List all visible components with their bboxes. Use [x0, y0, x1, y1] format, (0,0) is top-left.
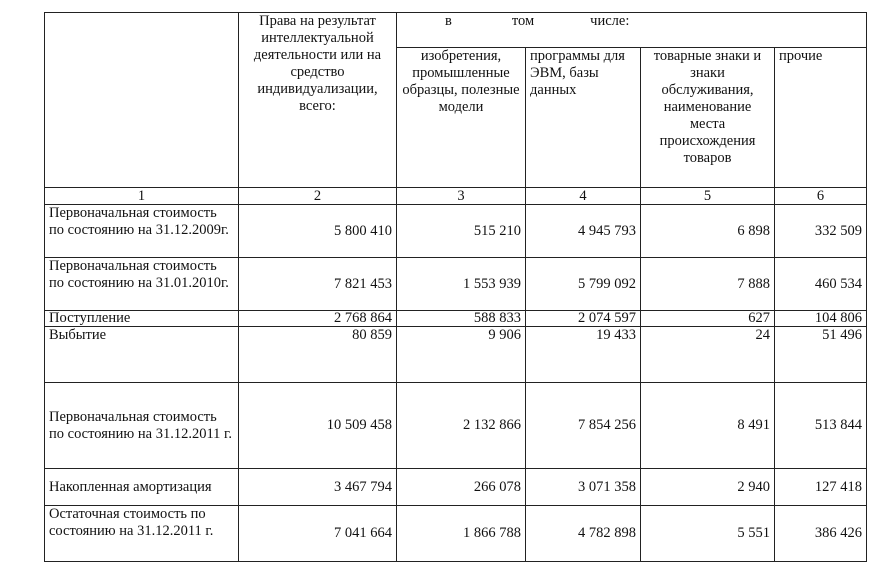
table-row — [45, 469, 867, 506]
header-total-rights: Права на результат интеллектуальной деятельности или на средство индивидуализации, всего: — [239, 13, 397, 188]
value-other: 513 844 — [775, 383, 867, 469]
table-row — [45, 506, 867, 562]
header-trademarks: товарные знаки и знаки обслуживания, наименование места происхождения товаров — [641, 48, 775, 188]
value-inventions: 515 210 — [397, 205, 526, 258]
value-software: 5 799 092 — [526, 258, 641, 311]
value-trademarks: 2 940 — [641, 469, 775, 506]
value-total: 7 041 664 — [239, 506, 397, 562]
column-number-6: 6 — [775, 188, 867, 205]
table-row — [45, 327, 867, 383]
value-software: 4 945 793 — [526, 205, 641, 258]
value-trademarks: 8 491 — [641, 383, 775, 469]
value-trademarks: 24 — [641, 327, 775, 383]
value-software: 7 854 256 — [526, 383, 641, 469]
value-other: 386 426 — [775, 506, 867, 562]
value-trademarks: 6 898 — [641, 205, 775, 258]
header-including — [397, 13, 867, 48]
header-software: программы для ЭВМ, базы данных — [526, 48, 641, 188]
value-total: 7 821 453 — [239, 258, 397, 311]
header-inventions: изобретения, промышленные образцы, полезные модели — [397, 48, 526, 188]
table-row — [45, 258, 867, 311]
row-label: Накопленная амортизация — [45, 469, 239, 506]
value-total: 5 800 410 — [239, 205, 397, 258]
column-number-2: 2 — [239, 188, 397, 205]
value-inventions: 1 866 788 — [397, 506, 526, 562]
value-total: 10 509 458 — [239, 383, 397, 469]
value-inventions: 266 078 — [397, 469, 526, 506]
value-total: 80 859 — [239, 327, 397, 383]
including-word-1: в — [445, 13, 452, 29]
table-row — [45, 311, 867, 327]
row-label: Первоначальная стоимость по состоянию на 31.01.2010г. — [45, 258, 239, 311]
row-label: Поступление — [45, 311, 239, 327]
value-inventions: 1 553 939 — [397, 258, 526, 311]
header-other: прочие — [775, 48, 867, 188]
value-other: 51 496 — [775, 327, 867, 383]
value-trademarks: 627 — [641, 311, 775, 327]
column-number-5: 5 — [641, 188, 775, 205]
value-total: 2 768 864 — [239, 311, 397, 327]
value-trademarks: 5 551 — [641, 506, 775, 562]
row-label: Выбытие — [45, 327, 239, 383]
header-empty-cell — [45, 13, 239, 188]
header-row-top — [45, 13, 867, 48]
table-row — [45, 205, 867, 258]
row-label: Первоначальная стоимость по состоянию на 31.12.2011 г. — [45, 383, 239, 469]
value-software: 19 433 — [526, 327, 641, 383]
intangible-assets-table — [44, 12, 867, 562]
table-row — [45, 383, 867, 469]
column-number-1: 1 — [45, 188, 239, 205]
value-inventions: 2 132 866 — [397, 383, 526, 469]
value-software: 3 071 358 — [526, 469, 641, 506]
value-other: 332 509 — [775, 205, 867, 258]
including-word-2: том — [511, 13, 535, 29]
value-software: 2 074 597 — [526, 311, 641, 327]
value-inventions: 9 906 — [397, 327, 526, 383]
row-label: Остаточная стоимость по состоянию на 31.12.2011 г. — [45, 506, 239, 562]
value-total: 3 467 794 — [239, 469, 397, 506]
value-inventions: 588 833 — [397, 311, 526, 327]
value-other: 460 534 — [775, 258, 867, 311]
column-number-4: 4 — [526, 188, 641, 205]
value-other: 127 418 — [775, 469, 867, 506]
header-row-numbers — [45, 188, 867, 205]
value-other: 104 806 — [775, 311, 867, 327]
value-trademarks: 7 888 — [641, 258, 775, 311]
value-software: 4 782 898 — [526, 506, 641, 562]
column-number-3: 3 — [397, 188, 526, 205]
including-word-3: числе: — [590, 13, 630, 29]
row-label: Первоначальная стоимость по состоянию на 31.12.2009г. — [45, 205, 239, 258]
